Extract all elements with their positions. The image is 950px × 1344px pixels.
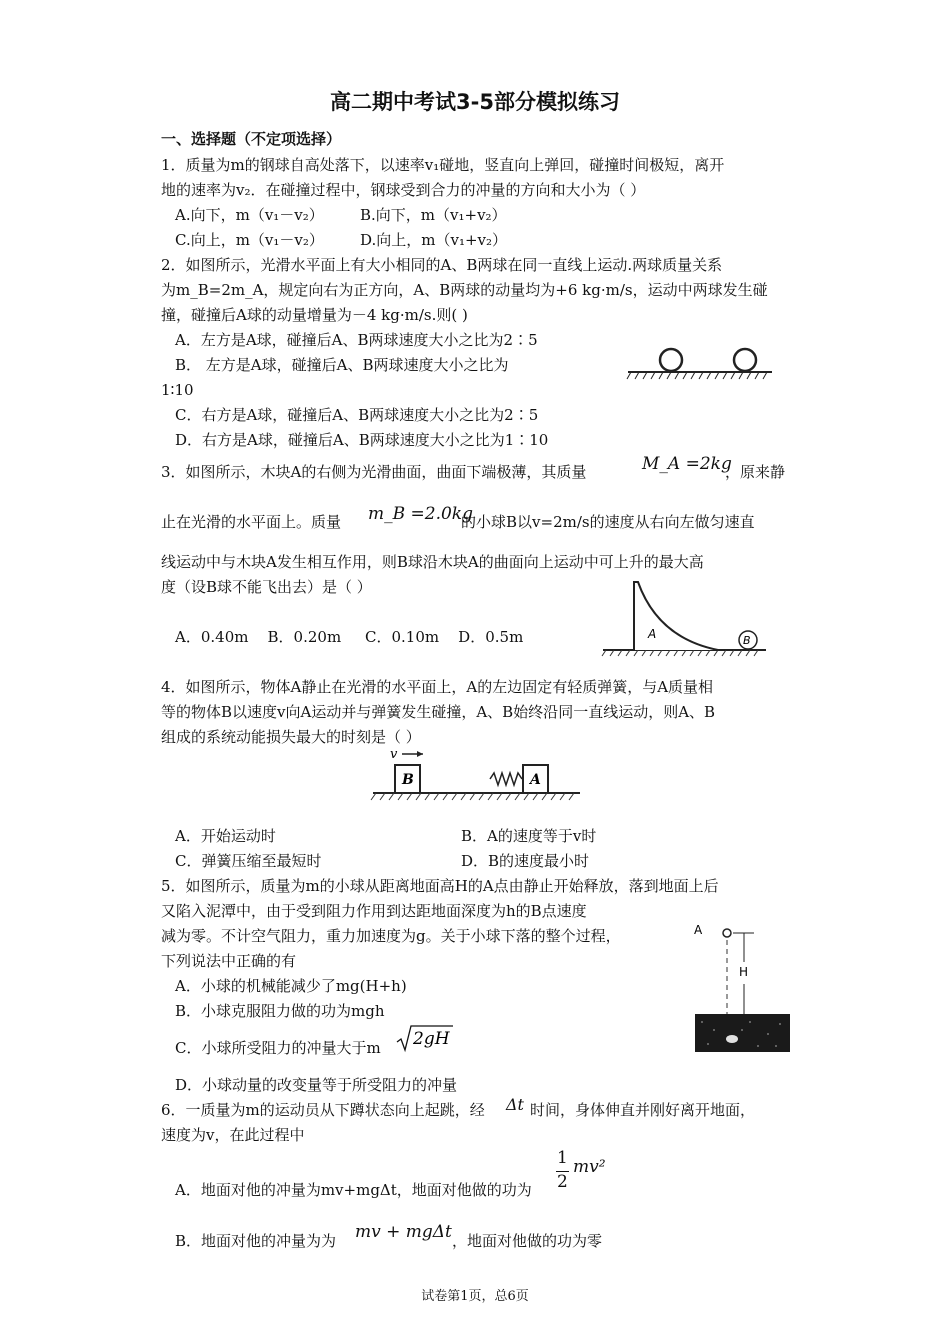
q5-option-c: C．小球所受阻力的冲量大于m: [175, 1039, 381, 1057]
q5-label-a: A: [694, 923, 703, 937]
q5-line3: 减为零。不计空气阻力，重力加速度为g。关于小球下落的整个过程，: [161, 927, 621, 945]
block-a-curve: [634, 582, 718, 650]
q2-option-a: A．左方是A球，碰撞后A、B两球速度大小之比为2∶5: [175, 331, 538, 349]
q4-line1: 4．如图所示，物体A静止在光滑的水平面上，A的左边固定有轻质弹簧，与A质量相: [161, 678, 714, 696]
q5-sqrt-radicand: 2gH: [413, 1029, 450, 1049]
page-footer: 试卷第1页，总6页: [421, 1289, 529, 1304]
q1-option-a: A.向下，m（v₁－v₂）: [175, 206, 324, 224]
q4-label-b: B: [402, 772, 414, 788]
q3-line1: 3．如图所示，木块A的右侧为光滑曲面，曲面下端极薄，其质量: [161, 463, 587, 481]
q3-line4: 度（设B球不能飞出去）是（ ）: [161, 578, 372, 596]
ball-right: [734, 349, 756, 371]
q2-line2: 为m_B=2m_A，规定向右为正方向，A、B两球的动量均为+6 kg·m/s，运动中两球发生碰: [161, 281, 768, 299]
q1-line1: 1．质量为m的钢球自高处落下，以速率v₁碰地，竖直向上弹回，碰撞时间极短，离开: [161, 156, 725, 174]
q2-two-balls-figure: [625, 340, 775, 382]
q5-line4: 下列说法中正确的有: [161, 952, 297, 970]
small-ball: [723, 929, 731, 937]
q6-option-b-math: mv + mgΔt: [355, 1222, 452, 1242]
q5-option-b: B．小球克服阻力做的功为mgh: [175, 1002, 385, 1020]
q2-option-c: C．右方是A球，碰撞后A、B两球速度大小之比为2∶5: [175, 406, 539, 424]
q2-option-b: B． 左方是A球，碰撞后A、B两球速度大小之比为: [175, 356, 509, 374]
q4-option-d: D．B的速度最小时: [461, 852, 590, 870]
q3-line2-start: 止在光滑的水平面上。质量: [161, 513, 342, 531]
q3-label-b: B: [743, 634, 751, 647]
fraction-numerator: 1: [557, 1148, 568, 1168]
velocity-label: v: [390, 747, 398, 762]
fraction-denominator: 2: [557, 1172, 568, 1192]
spring: [490, 773, 522, 785]
q1-line2: 地的速率为v₂．在碰撞过程中，钢球受到合力的冲量的方向和大小为（ ）: [161, 181, 646, 199]
fraction-expression: mv²: [573, 1157, 606, 1177]
q6-delta-t: Δt: [506, 1095, 524, 1114]
ball-left: [660, 349, 682, 371]
q3-line2-end: 的小球B以v=2m/s的速度从右向左做匀速直: [461, 513, 755, 531]
q3-mass-a: M_A =2kg: [642, 454, 732, 474]
q5-drop-into-mud-figure: [688, 918, 793, 1058]
q3-options: A．0.40m B．0.20m C．0.10m D．0.5m: [175, 628, 524, 646]
q2-option-d: D．右方是A球，碰撞后A、B两球速度大小之比为1∶10: [175, 431, 549, 449]
q4-option-a: A．开始运动时: [175, 827, 276, 845]
q5-line1: 5．如图所示，质量为m的小球从距离地面高H的A点由静止开始释放，落到地面上后: [161, 877, 719, 895]
q2-line3: 撞，碰撞后A球的动量增量为－4 kg·m/s.则( ): [161, 306, 468, 324]
q3-line3: 线运动中与木块A发生相互作用，则B球沿木块A的曲面向上运动中可上升的最大高: [161, 553, 704, 571]
q4-label-a: A: [530, 772, 541, 788]
q4-line2: 等的物体B以速度v向A运动并与弹簧发生碰撞，A、B始终沿同一直线运动，则A、B: [161, 703, 716, 721]
q5-label-h: H: [739, 965, 749, 979]
q6-line1-start: 6．一质量为m的运动员从下蹲状态向上起跳，经: [161, 1101, 485, 1119]
q1-option-c: C.向上，m（v₁－v₂）: [175, 231, 324, 249]
section-heading: 一、选择题（不定项选择）: [161, 130, 342, 148]
q6-line1-end: 时间，身体伸直并刚好离开地面，: [530, 1101, 756, 1119]
q3-curved-block-figure: [598, 578, 770, 660]
q5-option-a: A．小球的机械能减少了mg(H+h): [175, 977, 407, 995]
q6-option-a: A．地面对他的冲量为mv+mgΔt，地面对他做的功为: [175, 1181, 532, 1199]
q4-option-c: C．弹簧压缩至最短时: [175, 852, 322, 870]
q6-option-b-end: ，地面对他做的功为零: [452, 1232, 603, 1250]
page-title: 高二期中考试3-5部分模拟练习: [330, 90, 620, 114]
q5-sqrt-expression: [395, 1024, 455, 1054]
q6-option-b-start: B．地面对他的冲量为为: [175, 1232, 337, 1250]
q1-option-b: B.向下，m（v₁+v₂）: [360, 206, 507, 224]
q2-option-b-cont: 1∶10: [161, 381, 194, 399]
q6-line2: 速度为v，在此过程中: [161, 1126, 305, 1144]
q5-option-d: D．小球动量的改变量等于所受阻力的冲量: [175, 1076, 458, 1094]
q4-option-b: B．A的速度等于v时: [461, 827, 597, 845]
q1-option-d: D.向上，m（v₁+v₂）: [360, 231, 508, 249]
q2-line1: 2．如图所示，光滑水平面上有大小相同的A、B两球在同一直线上运动.两球质量关系: [161, 256, 723, 274]
q3-mass-b: m_B =2.0kg: [368, 504, 473, 524]
q4-spring-blocks-figure: [368, 745, 583, 805]
q3-label-a: A: [648, 627, 657, 641]
q5-line2: 又陷入泥潭中，由于受到阻力作用到达距地面深度为h的B点速度: [161, 902, 587, 920]
q3-line1-end: ，原来静: [725, 463, 786, 481]
q4-line3: 组成的系统动能损失最大的时刻是（ ）: [161, 728, 421, 746]
